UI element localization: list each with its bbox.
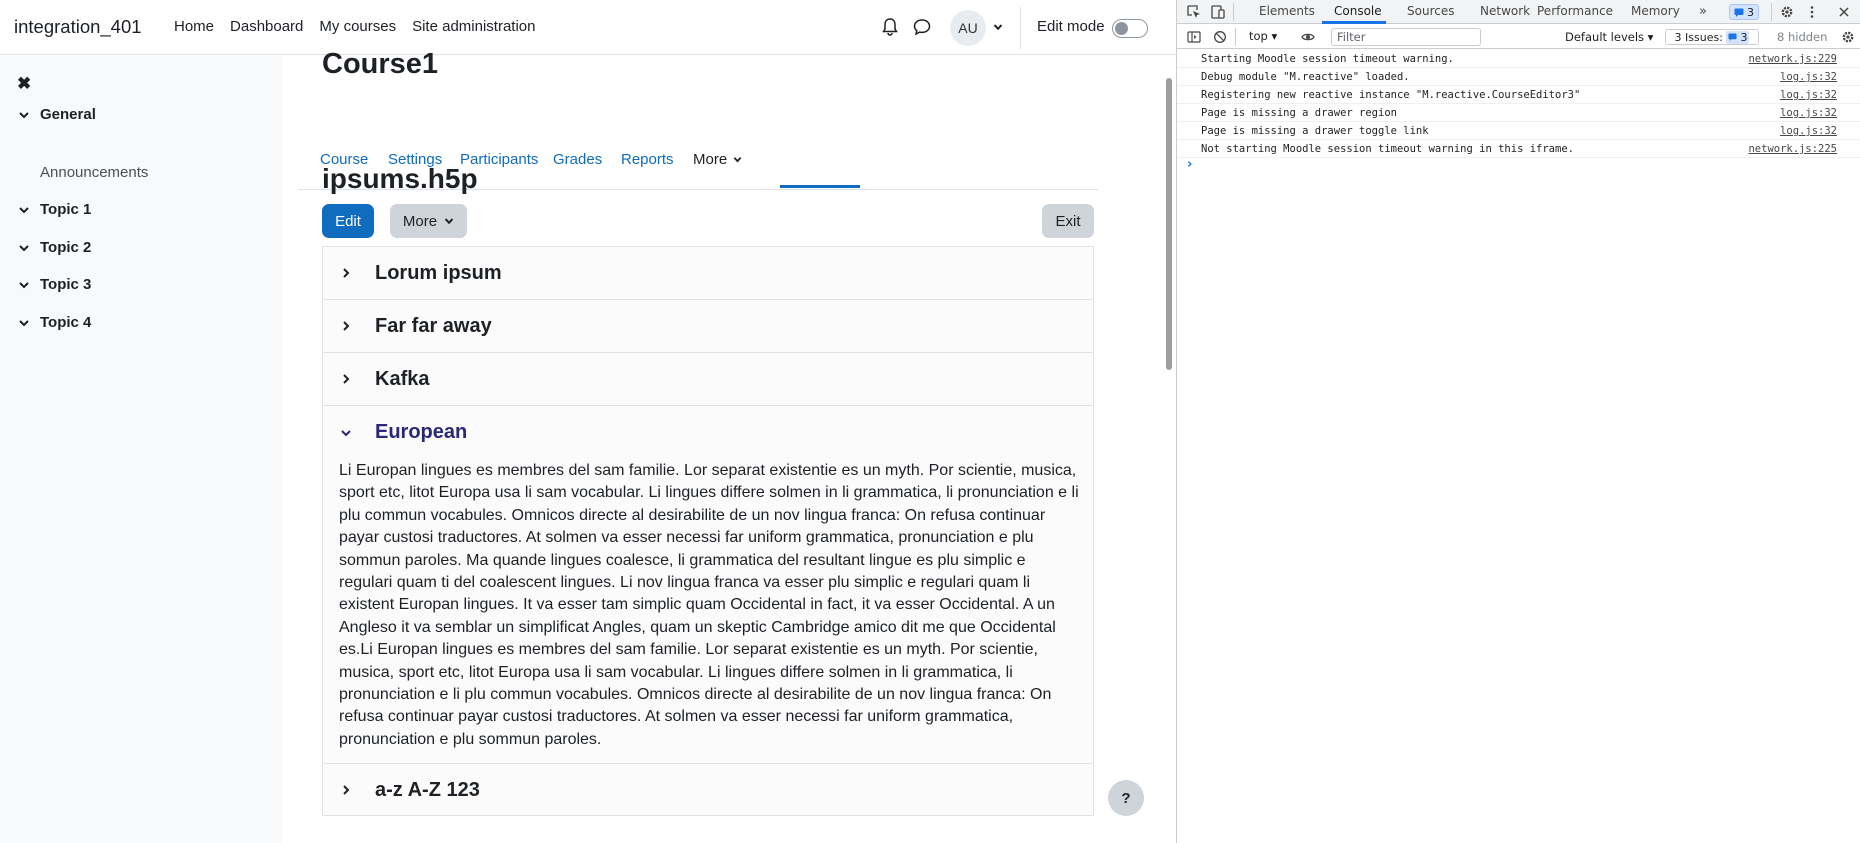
toolbar-separator — [1771, 3, 1772, 21]
devtools-tab-performance[interactable]: Performance — [1537, 4, 1614, 18]
devtools-tab-console[interactable]: Console — [1334, 4, 1382, 18]
chevron-down-icon[interactable] — [18, 109, 30, 121]
devtools-tab-memory[interactable]: Memory — [1631, 4, 1680, 18]
chevron-down-icon — [444, 216, 454, 226]
issues-label: 3 Issues: — [1674, 30, 1723, 44]
accordion-title: a-z A-Z 123 — [375, 778, 480, 801]
main-content — [282, 48, 1162, 843]
console-message — [1177, 140, 1860, 158]
navbar-divider — [1020, 7, 1021, 49]
accordion-header[interactable] — [323, 300, 1093, 353]
devtools-panel — [1176, 0, 1860, 843]
course-title: Course1 — [322, 48, 439, 80]
nav-site-administration[interactable]: Site administration — [412, 18, 536, 35]
page-scrollbar[interactable] — [1162, 56, 1176, 843]
more-menu-button[interactable] — [390, 204, 467, 238]
active-tab-indicator — [780, 185, 860, 188]
console-message — [1177, 50, 1860, 68]
drawer-section-label: Topic 1 — [40, 201, 92, 218]
accordion-title: Lorum ipsum — [375, 261, 502, 284]
sidebar-toggle-icon[interactable] — [1187, 30, 1201, 44]
tab-participants[interactable]: Participants — [460, 151, 539, 168]
drawer-section-label: General — [40, 106, 96, 123]
tab-course[interactable]: Course — [320, 151, 369, 168]
drawer-item-announcements[interactable]: Announcements — [40, 164, 149, 181]
drawer-section-topic-4[interactable] — [18, 314, 91, 331]
hidden-messages-count: 8 hidden — [1777, 30, 1828, 44]
top-navbar — [0, 0, 1176, 55]
drawer-section-topic-3[interactable] — [18, 276, 91, 293]
clear-console-icon[interactable] — [1213, 30, 1227, 44]
edit-mode-label: Edit mode — [1037, 18, 1105, 35]
chevron-down-icon[interactable] — [18, 204, 30, 216]
tab-grades[interactable]: Grades — [553, 151, 603, 168]
console-message-text: Registering new reactive instance "M.reactive.CourseEditor3" — [1201, 89, 1581, 101]
toolbar-separator — [1233, 3, 1234, 21]
console-message — [1177, 122, 1860, 140]
context-selector[interactable]: top ▾ — [1249, 29, 1278, 43]
activity-heading: ipsums.h5p — [322, 163, 478, 194]
console-source-link[interactable]: log.js:32 — [1780, 71, 1837, 83]
devtools-tab-elements[interactable]: Elements — [1259, 4, 1315, 18]
console-source-link[interactable]: network.js:225 — [1748, 143, 1837, 155]
console-message — [1177, 86, 1860, 104]
drawer-section-label: Topic 4 — [40, 314, 92, 331]
chevron-down-icon — [733, 155, 742, 164]
console-source-link[interactable]: network.js:229 — [1748, 53, 1837, 65]
console-message-text: Page is missing a drawer toggle link — [1201, 125, 1429, 137]
accordion-title: Kafka — [375, 367, 430, 390]
kebab-menu-icon[interactable] — [1805, 5, 1819, 19]
tab-more-label: More — [693, 151, 728, 168]
issues-count — [1726, 31, 1750, 44]
chevron-right-icon — [340, 267, 352, 279]
accordion-panel-text: Li Europan lingues es membres del sam familie. Lor separat existentie es un myth. Por scientie, musica, sport etc, litot Europa usa li sam vocabular. Li lingues differe solmen in li grammatica, li pronunciation e li plu commun vocabules. Omnicos directe al desirabilite de un nov lingua franca: On refusa continuar payar custosi traductores. At solmen va esser necessi far uniform grammatica, pronunciation e plu sommun paroles. Ma quande lingues coalesce, li grammatica del resultant lingue es plu simplic e regulari quam ti del coalescent lingues. Li nov lingua franca va esser plu simplic e regulari quam li existent Europan lingues. It va esser tam simplic quam Occidental in fact, it va esser Occidental. A un Angleso it va semblar un simplificat Angles, quam un skeptic Cambridge amico dit me que Occidental es.Li Europan lingues es membres del sam familie. Lor separat existentie es un myth. Por scientie, musica, sport etc, litot Europa usa li sam vocabular. Li lingues differe solmen in li grammatica, li pronunciation e li plu commun vocabules. Omnicos directe al desirabilite de un nov lingua franca: On refusa continuar payar custosi traductores. At solmen va esser necessi far uniform grammatica, pronunciation e plu sommun paroles. — [339, 462, 1079, 748]
drawer-section-label: Topic 3 — [40, 276, 92, 293]
settings-gear-icon[interactable] — [1780, 5, 1794, 19]
accordion-header[interactable] — [323, 247, 1093, 300]
drawer-section-label: Topic 2 — [40, 239, 92, 256]
accordion-header-expanded[interactable] — [323, 406, 1093, 459]
console-message — [1177, 104, 1860, 122]
issues-counter-button[interactable] — [1665, 29, 1759, 45]
console-source-link[interactable]: log.js:32 — [1780, 125, 1837, 137]
close-drawer-icon[interactable]: ✖ — [17, 74, 32, 93]
devtools-tab-sources[interactable]: Sources — [1407, 4, 1455, 18]
chevron-down-icon — [340, 427, 352, 439]
console-message-text: Not starting Moodle session timeout warning in this iframe. — [1201, 143, 1574, 155]
active-tab-indicator — [1322, 21, 1386, 24]
primary-navigation — [174, 18, 552, 35]
console-message-text: Starting Moodle session timeout warning. — [1201, 53, 1454, 65]
accordion-header[interactable] — [323, 353, 1093, 406]
console-messages — [1177, 50, 1860, 158]
toolbar-separator — [1235, 28, 1236, 46]
accordion-title: European — [375, 421, 468, 443]
console-message-text: Debug module "M.reactive" loaded. — [1201, 71, 1410, 83]
tab-more[interactable] — [693, 151, 742, 168]
site-brand[interactable]: integration_401 — [14, 16, 142, 37]
console-source-link[interactable]: log.js:32 — [1780, 89, 1837, 101]
device-toolbar-icon[interactable] — [1211, 5, 1225, 19]
scrollbar-thumb[interactable] — [1166, 78, 1172, 370]
chevron-down-icon[interactable] — [993, 22, 1003, 32]
nav-dashboard[interactable]: Dashboard — [230, 18, 304, 35]
nav-home[interactable]: Home — [174, 18, 215, 35]
close-icon[interactable] — [1837, 5, 1851, 19]
console-prompt[interactable]: › — [1187, 157, 1193, 172]
chevron-right-icon — [340, 320, 352, 332]
console-message — [1177, 68, 1860, 86]
context-label: top — [1249, 29, 1268, 43]
toggle-knob — [1115, 22, 1128, 35]
edit-mode-toggle[interactable] — [1112, 19, 1148, 38]
course-index-drawer — [0, 56, 282, 843]
more-tabs-icon[interactable]: » — [1699, 4, 1707, 19]
chevron-right-icon — [340, 373, 352, 385]
log-levels-label: Default levels — [1565, 30, 1645, 44]
exit-button[interactable]: Exit — [1042, 204, 1094, 238]
drawer-section-topic-2[interactable] — [18, 239, 91, 256]
message-icon — [1728, 33, 1737, 41]
more-button-label: More — [402, 212, 438, 230]
devtools-tab-network[interactable]: Network — [1480, 4, 1531, 18]
console-settings-gear-icon[interactable] — [1841, 30, 1855, 44]
h5p-accordion — [322, 246, 1094, 816]
nav-my-courses[interactable]: My courses — [319, 18, 397, 35]
chevron-down-icon[interactable] — [18, 242, 30, 254]
issues-badge-count: 3 — [1747, 5, 1754, 19]
inspect-element-icon[interactable] — [1187, 5, 1201, 19]
live-expression-eye-icon[interactable] — [1301, 30, 1315, 44]
user-avatar[interactable]: AU — [950, 10, 986, 46]
issues-badge[interactable] — [1729, 4, 1759, 20]
drawer-section-general[interactable] — [18, 106, 96, 123]
tab-reports[interactable]: Reports — [621, 151, 674, 168]
console-source-link[interactable]: log.js:32 — [1780, 107, 1837, 119]
help-button[interactable]: ? — [1108, 780, 1144, 816]
messages-chat-icon[interactable] — [913, 18, 931, 36]
chevron-down-icon[interactable] — [18, 317, 30, 329]
console-filter-input[interactable]: Filter — [1331, 28, 1481, 46]
chevron-down-icon[interactable] — [18, 279, 30, 291]
chevron-right-icon — [340, 784, 352, 796]
issues-count-value: 3 — [1740, 30, 1748, 44]
edit-button[interactable]: Edit — [322, 204, 374, 238]
notifications-bell-icon[interactable] — [882, 18, 898, 36]
accordion-title: Far far away — [375, 314, 492, 337]
log-levels-dropdown[interactable]: Default levels ▾ — [1565, 30, 1654, 44]
accordion-header[interactable] — [323, 763, 1093, 816]
console-toolbar — [1177, 25, 1860, 49]
message-icon — [1734, 8, 1744, 17]
console-message-text: Page is missing a drawer region — [1201, 107, 1397, 119]
tab-settings[interactable]: Settings — [388, 151, 443, 168]
drawer-section-topic-1[interactable] — [18, 201, 91, 218]
devtools-tabbar — [1177, 0, 1860, 24]
